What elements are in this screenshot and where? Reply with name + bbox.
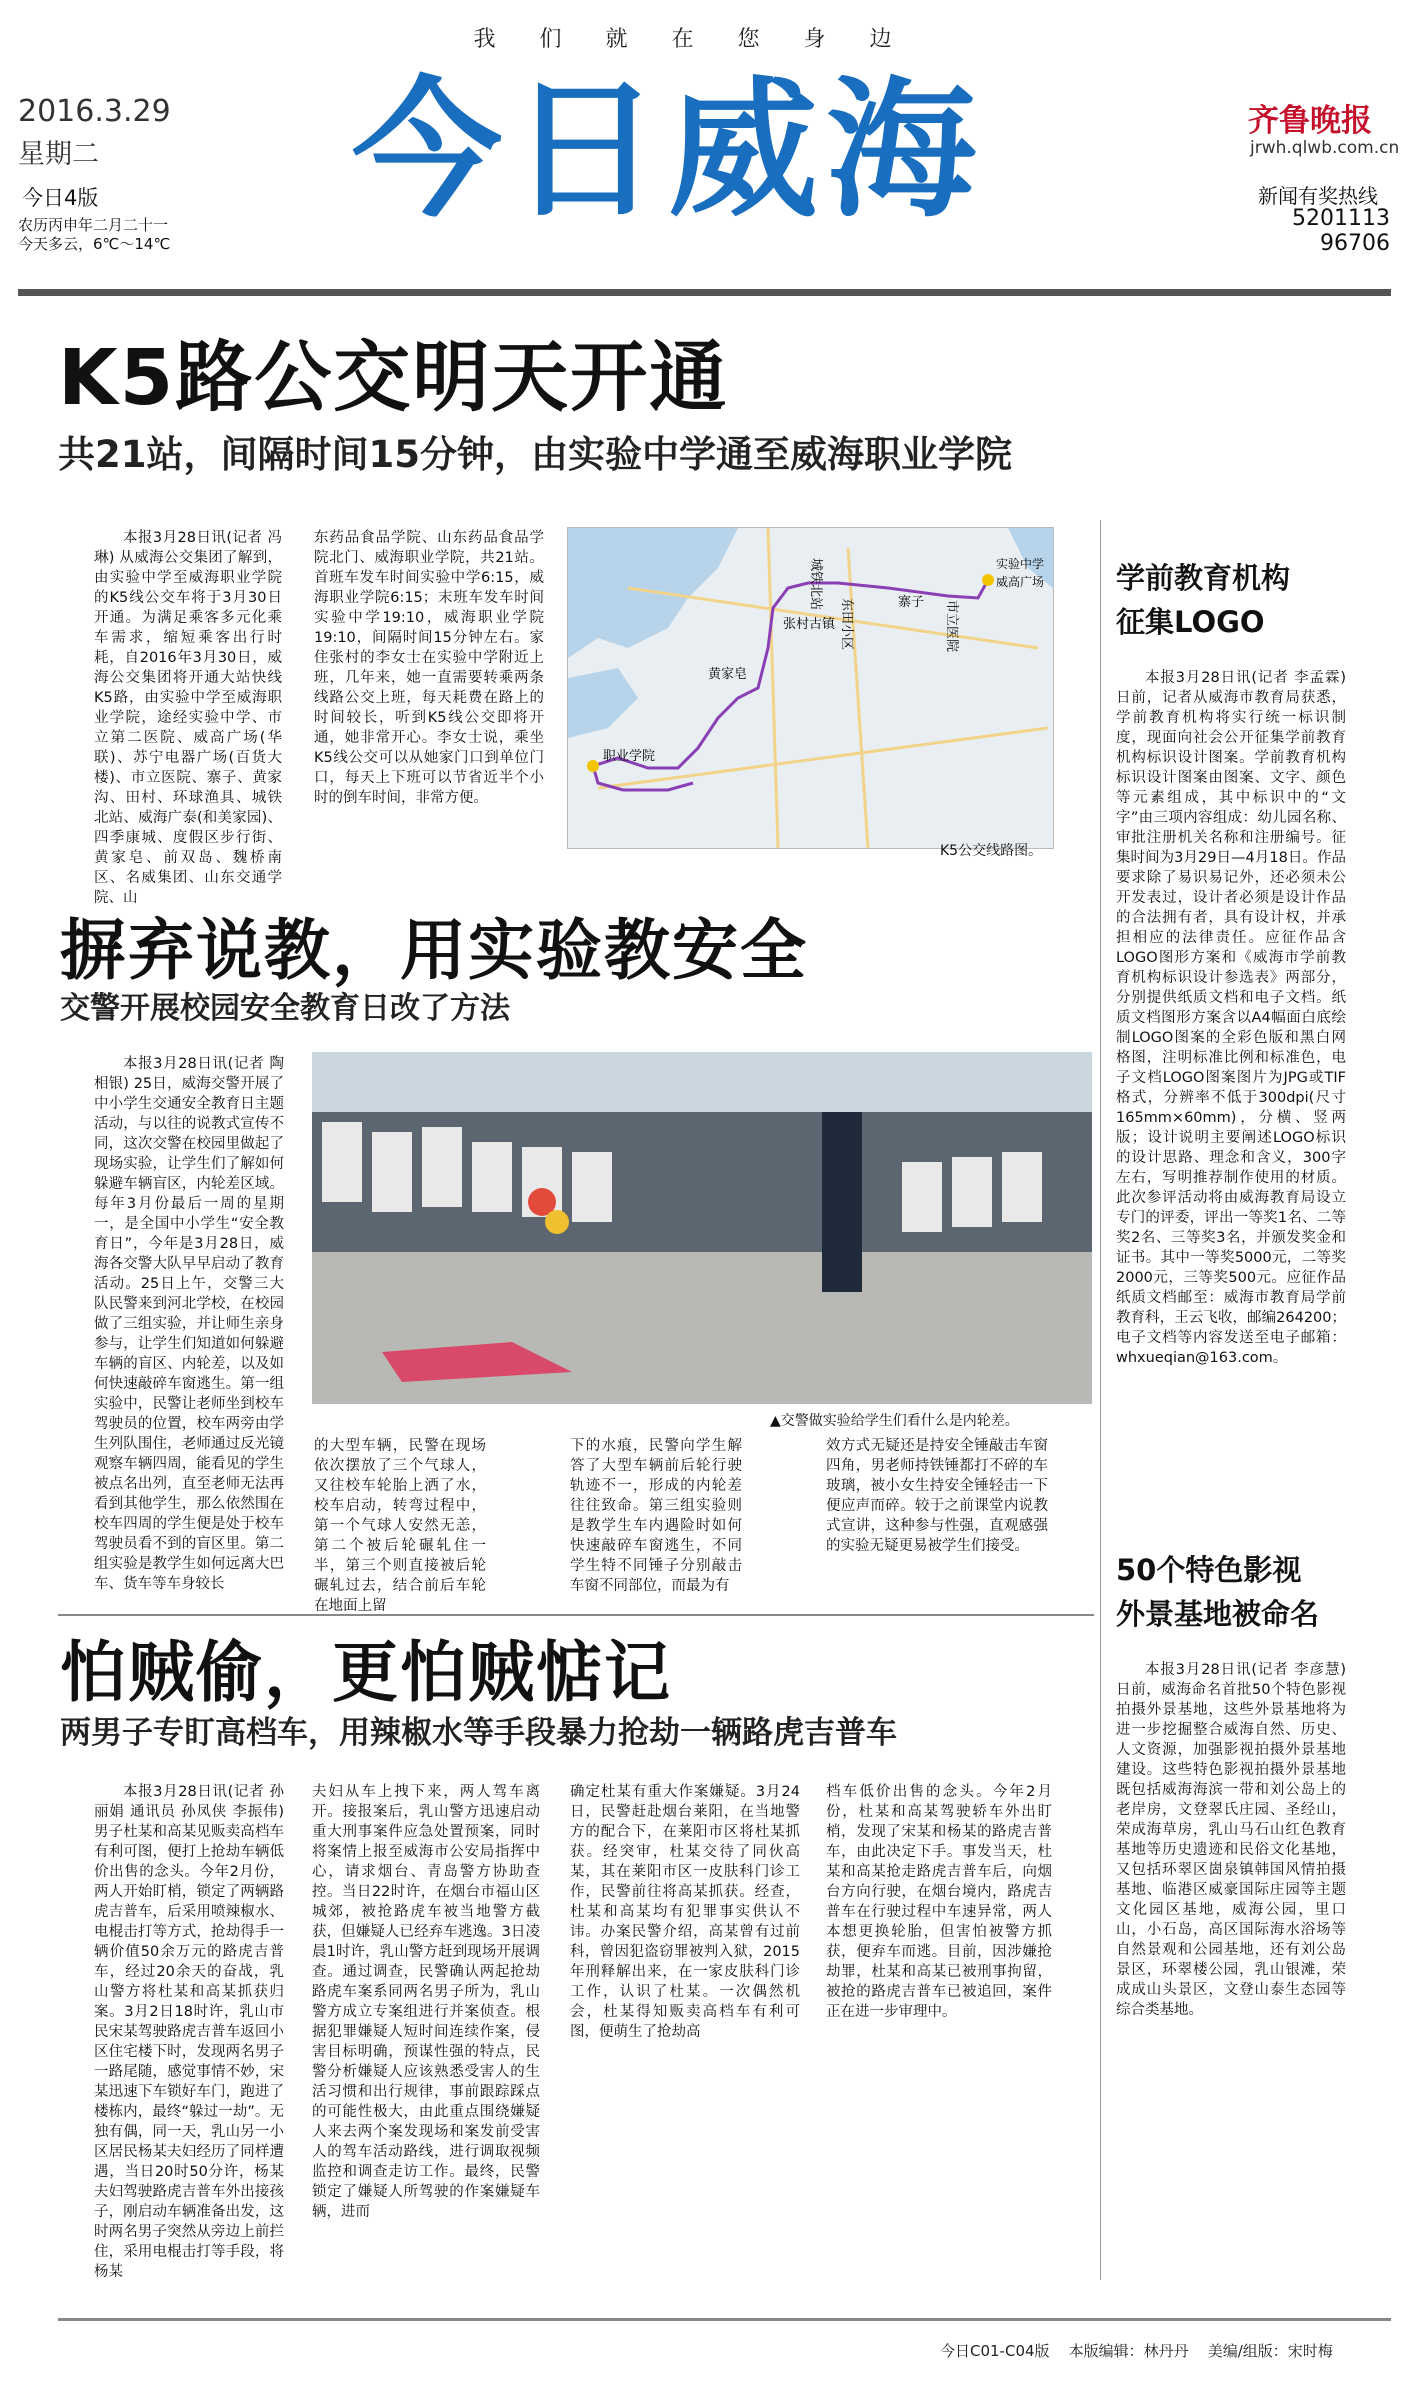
- map-label-2: 东田小区: [839, 598, 854, 651]
- issue-date: 2016.3.29: [18, 94, 171, 129]
- weekday: 星期二: [18, 139, 99, 170]
- article3-col4: 档车低价出售的念头。今年2月份，杜某和高某驾驶轿车外出盯梢，发现了宋某和杨某的路虎吉普车，由此决定下手。事发当天，杜某和高某抢走路虎吉普车后，向烟台方向行驶，在烟台境内，路虎吉普车在行驶过程中车速异常，两人本想更换轮胎，但害怕被警方抓获，便弃车而逃。目前，因涉嫌抢劫罪，杜某和高某已被刑事拘留，被抢的路虎吉普车已被追回，案件正在进一步审理中。: [826, 1784, 1052, 2020]
- article1-subtitle: 共21站，间隔时间15分钟，由实验中学通至威海职业学院: [58, 433, 1012, 476]
- sidebar-divider: [1100, 520, 1101, 2280]
- header-divider: [18, 289, 1391, 296]
- page-count: 今日4版: [22, 186, 99, 210]
- safety-photo: [312, 1052, 1092, 1404]
- hotline-number-2: 96706: [1320, 231, 1390, 256]
- article1-col2: 东药品食品学院、山东药品食品学院北门、威海职业学院，共21站。首班车发车时间实验中学6:15，威海职业学院6:15；末班车发车时间实验中学19:10，威海职业学院19:10，间隔时间15分钟左右。家住张村的李女士在实验中学附近上班，几年来，她一直需要转乘两条线路公交上班，每天耗费在路上的时间较长，听到K5线公交即将开通，她非常开心。李女士说，乘坐K5线公交可以从她家门口到单位门口，每天上下班可以节省近半个小时的倒车时间，非常方便。: [314, 530, 544, 806]
- article2-col3: 下的水痕，民警向学生解答了大型车辆前后轮行驶轨迹不一，形成的内轮差往往致命。第三组实验则是教学生车内遇险时如何快速敲碎车窗逃生，不同学生特不同锤子分别敲击车窗不同部位，而最为有: [570, 1438, 742, 1594]
- article3-col1: 本报3月28日讯(记者 孙丽娟 通讯员 孙凤侠 李振伟) 男子杜某和高某见贩卖高档车有利可图，便打上抢劫车辆低价出售的念头。今年2月份，两人开始盯梢，锁定了两辆路虎吉普车，后采用喷辣椒水、电棍击打等方式，抢劫得手一辆价值50余万元的路虎吉普车，经过20余天的奋战，乳山警方将杜某和高某抓获归案。3月2日18时许，乳山市民宋某驾驶路虎吉普车返回小区住宅楼下时，发现两名男子一路尾随，感觉事情不妙，宋某迅速下车锁好车门，跑进了楼栋内，最终“躲过一劫”。无独有偶，同一天，乳山另一小区居民杨某夫妇经历了同样遭遇，当日20时50分许，杨某夫妇驾驶路虎吉普车外出接孩子，刚启动车辆准备出发，这时两名男子突然从旁边上前拦住，采用电棍击打等手段，将杨某: [94, 1784, 284, 2280]
- map-label-3: 寨子: [898, 595, 925, 610]
- footer-credits: 今日C01-C04版 本版编辑：林丹丹 美编/组版：宋时梅: [940, 2342, 1333, 2360]
- hotline-numbers: [1265, 206, 1390, 256]
- article3-col3: 确定杜某有重大作案嫌疑。3月24日，民警赶赴烟台莱阳，在当地警方的配合下，在莱阳市区将杜某抓获。经突审，杜某交待了同伙高某，其在莱阳市区一皮肤科门诊工作，民警前往将高某抓获。经查，杜某和高某均有犯罪事实供认不讳。办案民警介绍，高某曾有过前科，曾因犯盗窃罪被判入狱，2015年刑释解出来，在一家皮肤科门诊工作，认识了杜某。一次偶然机会，杜某得知贩卖高档车有利可图，便萌生了抢劫高: [570, 1784, 800, 2040]
- map-caption: K5公交线路图。: [940, 843, 1043, 859]
- map-label-7: 黄家皂: [708, 667, 748, 682]
- map-label-5: 实验中学: [996, 557, 1045, 571]
- start-stop-marker: [982, 574, 994, 586]
- article2-col1: 本报3月28日讯(记者 陶相银) 25日，威海交警开展了中小学生交通安全教育日主题活动，与以往的说教式宣传不同，这次交警在校园里做起了现场实验，让学生们了解如何躲避车辆盲区，内轮差区域。每年3月份最后一周的星期一，是全国中小学生“安全教育日”，今年是3月28日，威海各交警大队早早启动了教育活动。25日上午，交警三大队民警来到河北学校，在校园做了三组实验，并让师生亲身参与，让学生们知道如何躲避车辆的盲区、内轮差，以及如何快速敲碎车窗逃生。第一组实验中，民警让老师坐到校车驾驶员的位置，校车两旁由学生列队围住，老师通过反光镜观察车辆四周，能看见的学生被点名出列，直至老师无法再看到其他学生，那么依然围在校车四周的学生便是处于校车驾驶员看不到的盲区里。第二组实验是教学生如何远离大巴车、货车等车身较长: [94, 1056, 284, 1592]
- paper-name: 齐鲁晚报: [1248, 103, 1372, 139]
- article-divider: [58, 1614, 1094, 1616]
- masthead-logo: 今日威海: [352, 64, 985, 238]
- hotline-number-1: 5201113: [1292, 206, 1390, 231]
- site-url[interactable]: jrwh.qlwb.com.cn: [1250, 138, 1400, 158]
- map-label-1: 张村古镇: [783, 617, 836, 632]
- map-label-0: 城铁北站: [808, 558, 823, 611]
- slogan: 我们就在您身边: [473, 27, 936, 52]
- end-stop-marker: [587, 760, 599, 772]
- film-base-title: 50个特色影视 外景基地被命名: [1116, 1553, 1320, 1631]
- map-label-8: 职业学院: [603, 749, 656, 764]
- film-base-body: 本报3月28日讯(记者 李彦慧) 日前，威海命名首批50个特色影视拍摄外景基地，这些外景基地将为进一步挖掘整合威海自然、历史、人文资源，加强影视拍摄外景基地建设。这些特色影视拍摄外景基地既包括威海海滨一带和刘公岛上的老岸房，文登翠氏庄园、圣经山，荣成海草房，乳山马石山红色教育基地等历史遗迹和民俗文化基地，又包括环翠区崮泉镇韩国风情拍摄基地、临港区威豪国际庄园等主题文化园区基地，威海公园，里口山，小石岛，高区国际海水浴场等自然景观和公园基地，还有刘公岛景区，环翠楼公园，乳山银滩，荣成成山头景区，文登山泰生态园等综合类基地。: [1116, 1662, 1346, 2018]
- article2-title: 摒弃说教，用实验教安全: [60, 912, 808, 989]
- weather: 今天多云，6℃～14℃: [18, 235, 171, 253]
- map-label-6: 威高广场: [996, 575, 1045, 589]
- logo-notice-body: 本报3月28日讯(记者 李孟霖) 日前，记者从威海市教育局获悉，学前教育机构将实行统一标识制度，现面向社会公开征集学前教育机构标识设计图案。学前教育机构标识设计图案由图案、文字、颜色等元素组成，其中标识中的“文字”由三项内容组成：幼儿园名称、审批注册机关名称和注册编号。征集时间为3月29日—4月18日。作品要求除了易识易记外，还必须未公开发表过，设计者必须是设计作品的合法拥有者，具有设计权，并承担相应的法律责任。应征作品含LOGO图形方案和《威海市学前教育机构标识设计参选表》两部分，分别提供纸质文档和电子文档。纸质文档图形方案含以A4幅面白底绘制LOGO图案的全彩色版和黑白网格图，注明标准比例和标准色，电子文档LOGO图案图片为JPG或TIF格式，分辨率不低于300dpi(尺寸165mm×60mm)，分横、竖两版；设计说明主要阐述LOGO标识的设计思路、理念和含义，300字左右，写明推荐制作使用的材质。此次参评活动将由威海教育局设立专门的评委，评出一等奖1名、二等奖2名、三等奖3名，并颁发奖金和证书。其中一等奖5000元，二等奖2000元，三等奖500元。应征作品纸质文档邮至：威海市教育局学前教育科，王云飞收，邮编264200；电子文档等内容发送至电子邮箱：whxueqian@163.com。: [1116, 670, 1346, 1366]
- route-map: [567, 527, 1054, 849]
- article2-col4: 效方式无疑还是持安全锤敲击车窗四角，男老师持铁锤都打不碎的车玻璃，被小女生持安全锤轻击一下便应声而碎。较于之前课堂内说教式宣讲，这种参与性强，直观感强的实验无疑更易被学生们接受。: [826, 1438, 1048, 1554]
- map-label-4: 市立医院: [944, 600, 959, 653]
- article2-col2: 的大型车辆，民警在现场依次摆放了三个气球人，又往校车轮胎上洒了水，校车启动，转弯过程中，第一个气球人安然无恙，第二个被后轮碾轧住一半，第三个则直接被后轮碾轧过去，结合前后车轮在地面上留: [314, 1438, 486, 1614]
- hotline-label: 新闻有奖热线: [1258, 184, 1378, 208]
- lunar-date: 农历丙申年二月二十一: [18, 216, 169, 234]
- article3-subtitle: 两男子专盯高档车，用辣椒水等手段暴力抢劫一辆路虎吉普车: [60, 1715, 897, 1751]
- lunar-weather: [18, 216, 170, 254]
- article1-title: K5路公交明天开通: [58, 334, 729, 423]
- article2-subtitle: 交警开展校园安全教育日改了方法: [60, 991, 510, 1026]
- police-officer: [822, 1112, 862, 1292]
- article3-col2: 夫妇从车上拽下来，两人驾车离开。接报案后，乳山警方迅速启动重大刑事案件应急处置预案，同时将案情上报至威海市公安局指挥中心，请求烟台、青岛警方协助查控。当日22时许，在烟台市福山区城郊，被抢路虎车被当地警方截获，但嫌疑人已经弃车逃逸。3日凌晨1时许，乳山警方赶到现场开展调查。通过调查，民警确认两起抢劫路虎车案系同两名男子所为，乳山警方成立专案组进行并案侦查。根据犯罪嫌疑人短时间连续作案，侵害目标明确，预谋性强的特点，民警分析嫌疑人应该熟悉受害人的生活习惯和出行规律，事前跟踪踩点的可能性极大，由此重点围绕嫌疑人来去两个案发现场和案发前受害人的驾车活动路线，进行调取视频监控和调查走访工作。最终，民警锁定了嫌疑人所驾驶的作案嫌疑车辆，进而: [312, 1784, 540, 2220]
- article3-title: 怕贼偷，更怕贼惦记: [60, 1634, 672, 1711]
- bay-area: [568, 668, 638, 738]
- photo-caption: ▲交警做实验给学生们看什么是内轮差。: [770, 1413, 1019, 1429]
- footer-rule: [58, 2318, 1391, 2321]
- article1-col1: 本报3月28日讯(记者 冯琳) 从威海公交集团了解到，由实验中学至威海职业学院的K5线公交车将于3月30日开通。为满足乘客多元化乘车需求，缩短乘客出行时耗，自2016年3月30日，威海公交集团将开通大站快线K5路，由实验中学至威海职业学院，途经实验中学、市立第二医院、威高广场(华联)、苏宁电器广场(百货大楼)、市立医院、寨子、黄家沟、田村、环球渔具、城铁北站、威海广泰(和美家园)、四季康城、度假区步行街、黄家皂、前双岛、魏桥南区、名威集团、山东交通学院、山: [94, 530, 282, 906]
- logo-notice-title: 学前教育机构 征集LOGO: [1116, 561, 1291, 639]
